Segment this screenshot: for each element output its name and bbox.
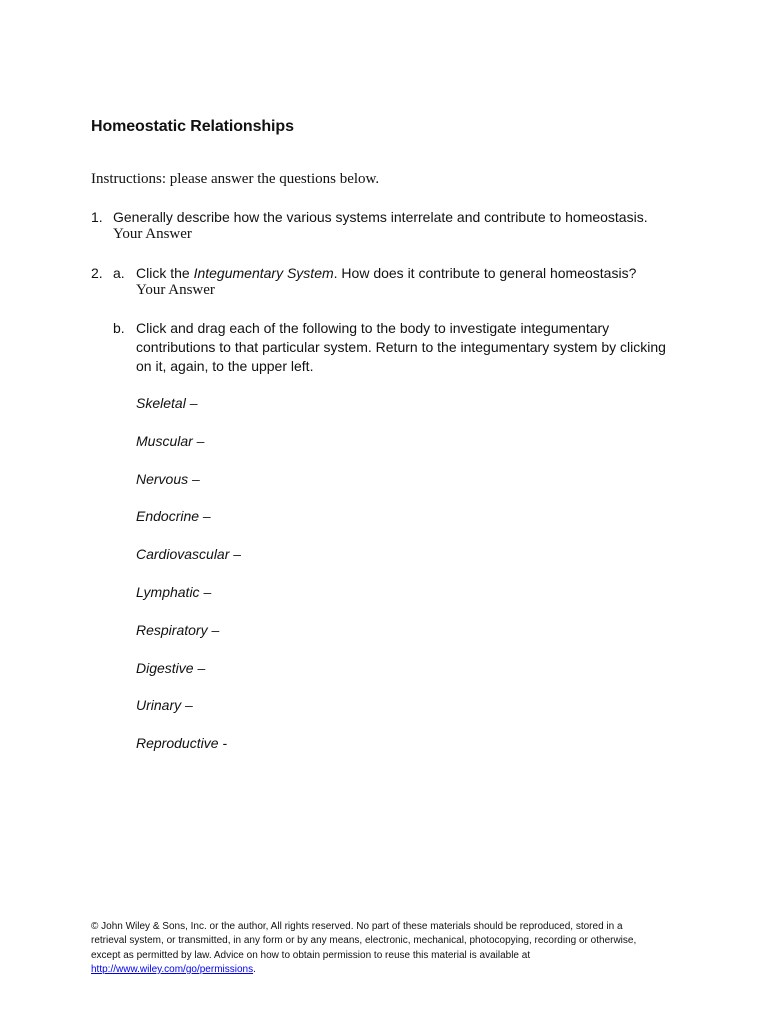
system-item-urinary: Urinary – xyxy=(136,697,193,714)
question-1-number: 1. xyxy=(91,209,103,225)
system-item-endocrine: Endocrine – xyxy=(136,508,211,525)
question-2-number: 2. xyxy=(91,265,103,281)
question-2b-text xyxy=(136,319,666,376)
instructions-text: Instructions: please answer the questions below. xyxy=(91,171,380,187)
integumentary-system-term: Integumentary System xyxy=(193,265,334,281)
question-2b-letter: b. xyxy=(113,320,125,336)
system-item-lymphatic: Lymphatic – xyxy=(136,583,212,600)
question-2a-answer[interactable]: Your Answer xyxy=(136,282,215,298)
system-item-reproductive: Reproductive - xyxy=(136,735,228,752)
permissions-link[interactable]: http://www.wiley.com/go/permissions xyxy=(91,963,254,975)
question-1-text: Generally describe how the various systems interrelate and contribute to homeostasis. xyxy=(113,209,648,225)
footer-line-3: except as permitted by law. Advice on how to obtain permission to reuse this material is available at xyxy=(91,949,531,961)
footer-link-suffix: . xyxy=(253,963,256,975)
system-item-muscular: Muscular – xyxy=(136,432,205,449)
question-2a-text-before: Click the xyxy=(136,265,194,281)
system-item-respiratory: Respiratory – xyxy=(136,621,220,638)
system-item-nervous: Nervous – xyxy=(136,470,200,487)
system-item-digestive: Digestive – xyxy=(136,659,206,676)
question-2a-text-after: . How does it contribute to general homeostasis? xyxy=(333,265,637,281)
body-systems-list xyxy=(136,395,241,773)
page-title: Homeostatic Relationships xyxy=(91,118,294,135)
question-2b-line-1: Click and drag each of the following to the body to investigate integumentary xyxy=(136,320,610,336)
system-item-cardiovascular: Cardiovascular – xyxy=(136,546,242,563)
footer-link-line xyxy=(91,963,691,977)
footer-line-2: retrieval system, or transmitted, in any form or by any means, electronic, mechanical, photocopying, recording or otherwise, xyxy=(91,935,637,947)
question-2a-text xyxy=(136,264,636,283)
system-item-skeletal: Skeletal – xyxy=(136,395,198,411)
question-2a-letter: a. xyxy=(113,265,125,281)
copyright-footer xyxy=(91,920,691,977)
question-1-answer[interactable]: Your Answer xyxy=(113,226,192,242)
question-2b-line-3: on it, again, to the upper left. xyxy=(136,358,314,374)
footer-line-1: © John Wiley & Sons, Inc. or the author, All rights reserved. No part of these materials should be reproduced, stored in a xyxy=(91,921,623,932)
question-2b-line-2: contributions to that particular system. Return to the integumentary system by clicking xyxy=(136,339,666,355)
